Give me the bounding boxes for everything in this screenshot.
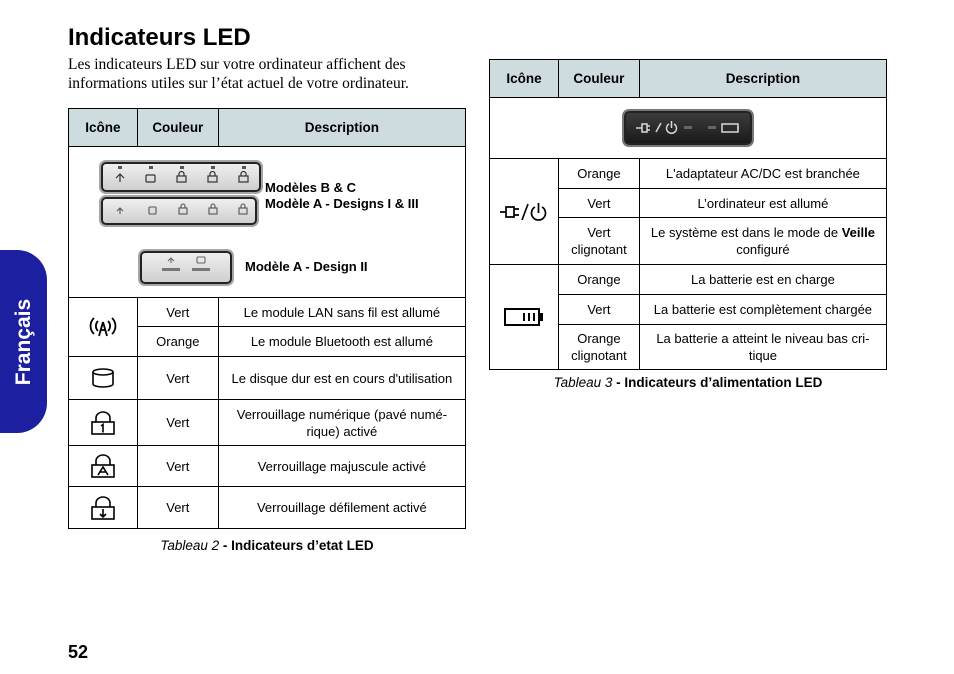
table-row bbox=[69, 446, 466, 487]
table-row bbox=[69, 298, 466, 327]
caps-lock-icon bbox=[69, 446, 138, 487]
led-color: Vert bbox=[558, 295, 639, 325]
led-color: Orange bbox=[558, 159, 639, 189]
led-description: Le disque dur est en cours d'utilisation bbox=[218, 357, 465, 400]
panel-label-model-a-2: Modèle A - Design II bbox=[245, 259, 368, 274]
header-color: Couleur bbox=[137, 109, 218, 147]
led-description: Le module LAN sans fil est allumé bbox=[218, 298, 465, 327]
table3-caption: Tableau 3 - Indicateurs d’alimentation LED bbox=[553, 375, 823, 390]
led-panel-image-a13 bbox=[101, 197, 257, 225]
page-number: 52 bbox=[68, 642, 89, 662]
led-color: Vert bbox=[137, 446, 218, 487]
led-color: Orange bbox=[558, 265, 639, 295]
num-lock-icon bbox=[69, 400, 138, 446]
led-color: Orange clignotant bbox=[558, 325, 639, 370]
led-description: La batterie est en charge bbox=[639, 265, 886, 295]
header-icon: Icône bbox=[69, 109, 138, 147]
table-row bbox=[69, 357, 466, 400]
ac-power-icon bbox=[490, 159, 559, 265]
led-description: L’ordinateur est allumé bbox=[639, 189, 886, 218]
intro-paragraph: Les indicateurs LED sur votre ordinateur affichent des informations utiles sur l’état actuel de votre ordinateur. bbox=[68, 56, 409, 92]
led-description: Verrouillage majuscule activé bbox=[218, 446, 465, 487]
led-color: Vert clignotant bbox=[558, 218, 639, 265]
table-row bbox=[490, 265, 887, 295]
led-description: Le module Bluetooth est allumé bbox=[218, 327, 465, 357]
header-icon: Icône bbox=[490, 60, 559, 98]
led-description: Verrouillage numérique (pavé numé-rique) activé bbox=[218, 400, 465, 446]
led-description: La batterie a atteint le niveau bas cri-tique bbox=[639, 325, 886, 370]
hard-disk-icon bbox=[69, 357, 138, 400]
battery-icon bbox=[490, 265, 559, 370]
led-color: Orange bbox=[137, 327, 218, 357]
led-color: Vert bbox=[137, 357, 218, 400]
power-led-panel-image bbox=[624, 111, 752, 145]
panel-label-group bbox=[265, 180, 419, 212]
led-panel-row bbox=[490, 98, 887, 159]
table-header-row bbox=[490, 60, 887, 98]
scroll-lock-icon bbox=[69, 487, 138, 529]
led-color: Vert bbox=[137, 487, 218, 529]
led-panel-image-bc bbox=[101, 162, 261, 192]
table-row bbox=[69, 400, 466, 446]
header-description: Description bbox=[218, 109, 465, 147]
led-description: Verrouillage défilement activé bbox=[218, 487, 465, 529]
panel-label-model-a-13: Modèle A - Designs I & III bbox=[265, 196, 419, 211]
led-color: Vert bbox=[137, 400, 218, 446]
side-tab-label: Français bbox=[11, 298, 35, 385]
header-description: Description bbox=[639, 60, 886, 98]
led-panel-row bbox=[69, 147, 466, 298]
panel-label-models-bc: Modèles B & C bbox=[265, 180, 357, 195]
header-color: Couleur bbox=[558, 60, 639, 98]
led-description: Le système est dans le mode de Veille configuré bbox=[639, 218, 886, 265]
led-description: La batterie est complètement chargée bbox=[639, 295, 886, 325]
wireless-lan-icon bbox=[69, 298, 138, 357]
led-color: Vert bbox=[137, 298, 218, 327]
table-header-row bbox=[69, 109, 466, 147]
status-led-table bbox=[68, 108, 466, 529]
table-row bbox=[69, 487, 466, 529]
power-led-table bbox=[489, 59, 887, 370]
table-row bbox=[490, 159, 887, 189]
led-panel-image-a2 bbox=[140, 251, 232, 284]
page-title: Indicateurs LED bbox=[68, 24, 251, 51]
language-side-tab bbox=[0, 250, 47, 433]
table2-caption: Tableau 2 - Indicateurs d’etat LED bbox=[160, 538, 374, 553]
led-description: L'adaptateur AC/DC est branchée bbox=[639, 159, 886, 189]
led-color: Vert bbox=[558, 189, 639, 218]
